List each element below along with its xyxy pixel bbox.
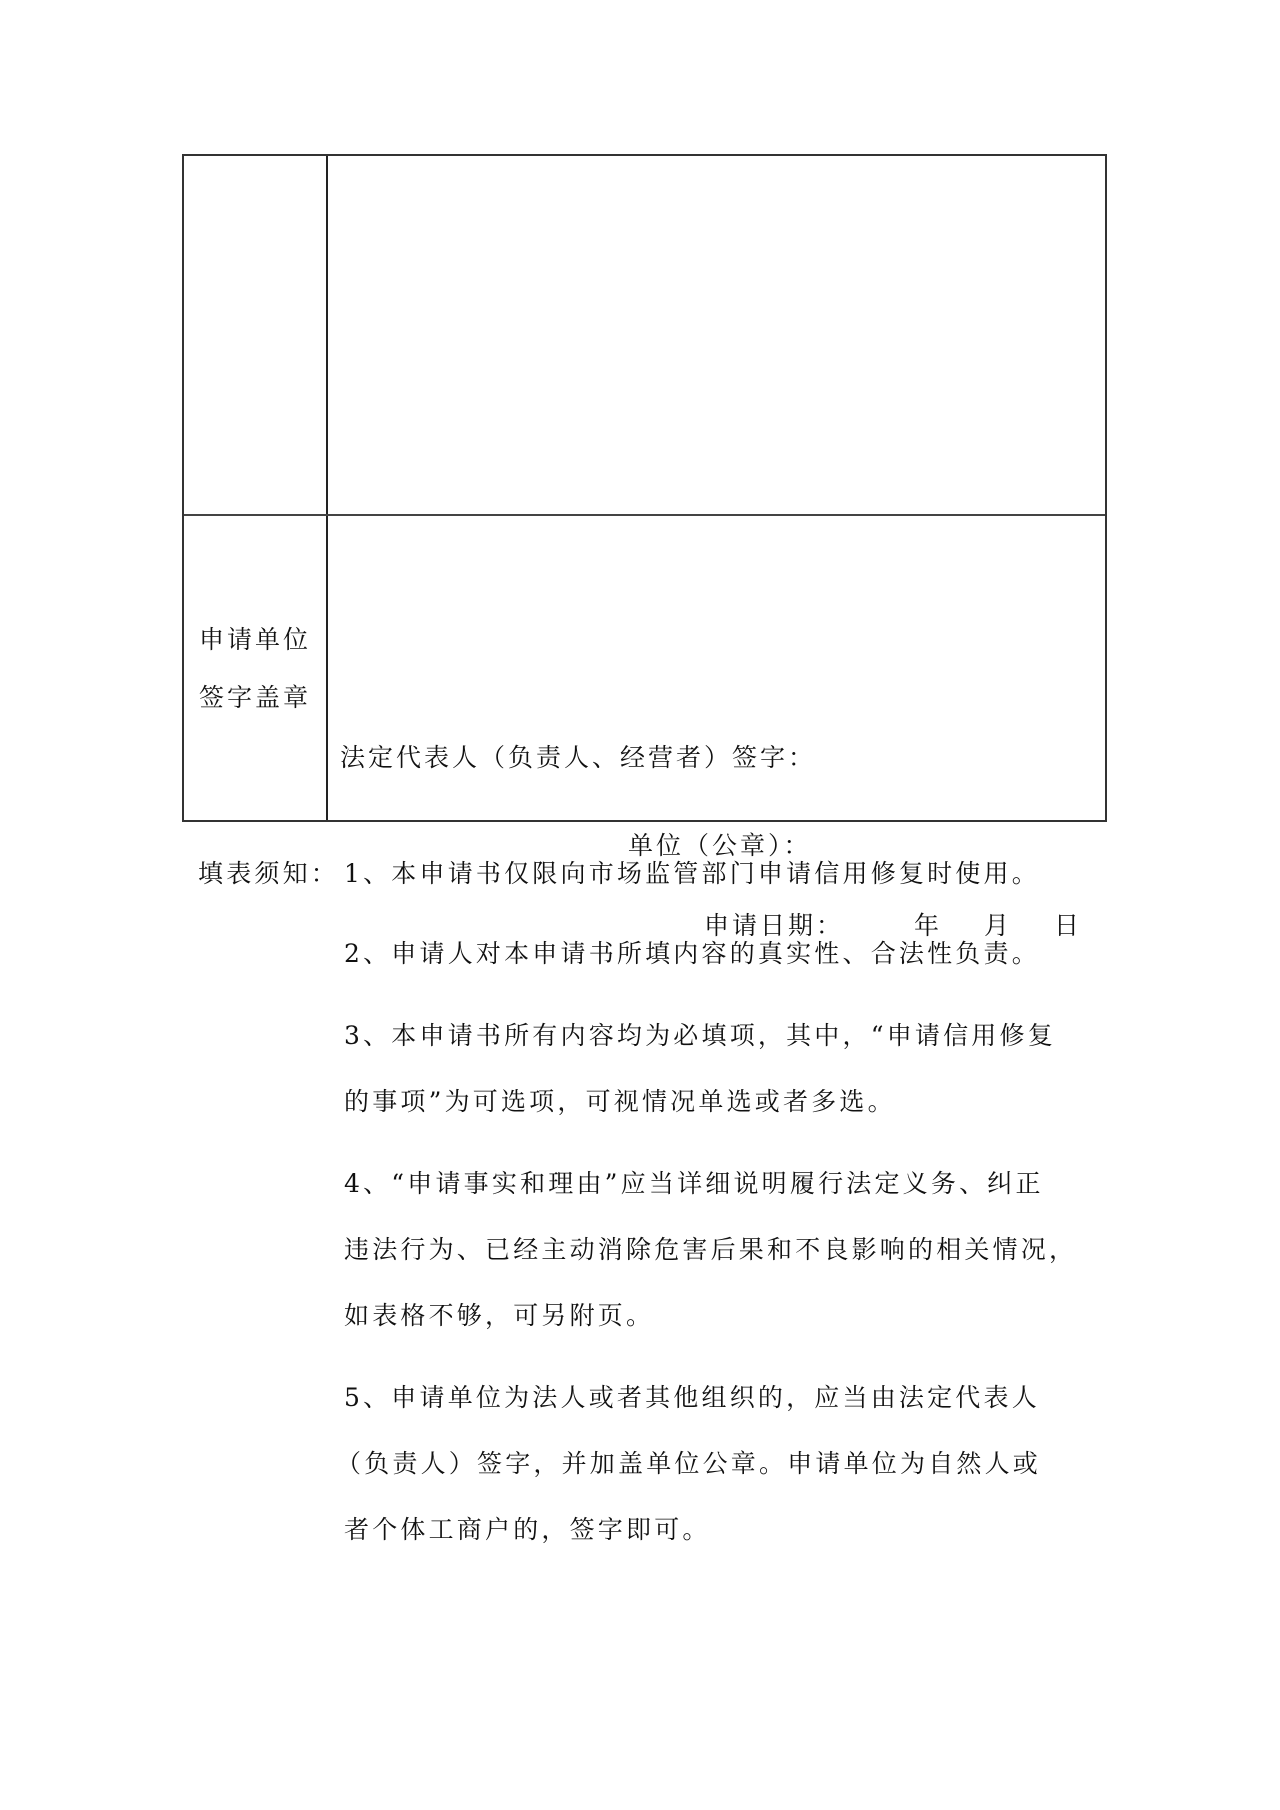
instruction-line-3a: 3、本申请书所有内容均为必填项，其中，“申请信用修复 — [344, 1021, 1056, 1050]
facts-and-reasons-field[interactable] — [328, 156, 1105, 514]
instruction-line-5b: （负责人）签字，并加盖单位公章。申请单位为自然人或 — [336, 1449, 1042, 1478]
month-label: 月 — [984, 911, 1013, 940]
instruction-line-1: 1、本申请书仅限向市场监管部门申请信用修复时使用。 — [344, 859, 1040, 888]
unit-seal-label: 单位（公章）： — [628, 831, 812, 860]
application-date-label: 申请日期： — [704, 911, 845, 940]
instruction-line-4c: 如表格不够，可另附页。 — [344, 1301, 655, 1330]
applicant-signature-label-line-2: 签字盖章 — [198, 683, 311, 712]
representative-signature-field[interactable] — [340, 738, 816, 774]
instruction-line-3b: 的事项”为可选项，可视情况单选或者多选。 — [344, 1087, 896, 1116]
instruction-line-2: 2、申请人对本申请书所填内容的真实性、合法性负责。 — [344, 939, 1040, 968]
instructions-title: 填表须知： — [198, 859, 340, 888]
applicant-signature-label — [184, 516, 326, 822]
representative-signature-label: 法定代表人（负责人、经营者）签字： — [340, 743, 817, 772]
instruction-line-5c: 者个体工商户的，签字即可。 — [344, 1515, 711, 1544]
instruction-line-4b: 违法行为、已经主动消除危害后果和不良影响的相关情况， — [344, 1235, 1078, 1264]
instruction-line-4a: 4、“申请事实和理由”应当详细说明履行法定义务、纠正 — [344, 1169, 1044, 1198]
year-label: 年 — [914, 911, 943, 940]
applicant-signature-label-line-1: 申请单位 — [198, 625, 311, 654]
day-label: 日 — [1054, 911, 1083, 940]
instruction-line-5a: 5、申请单位为法人或者其他组织的，应当由法定代表人 — [344, 1383, 1040, 1412]
